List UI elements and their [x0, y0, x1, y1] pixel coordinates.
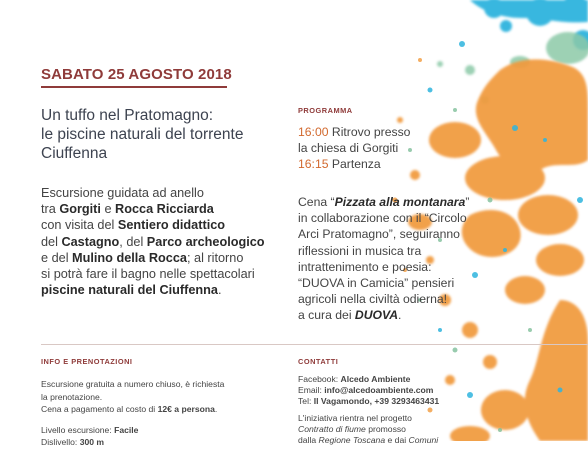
- event-description: [41, 185, 301, 298]
- info-section: [41, 378, 291, 449]
- programma-label: PROGRAMMA: [298, 106, 353, 115]
- schedule-item: 16:00 Ritrovo presso: [298, 125, 411, 139]
- info-line: Dislivello: 300 m: [41, 437, 105, 447]
- programma-schedule: [298, 124, 488, 173]
- event-title-line: Un tuffo nel Pratomagno:: [41, 107, 214, 124]
- cena-description: [298, 194, 488, 324]
- section-divider: [41, 344, 588, 345]
- description-line: e del Mulino della Rocca; al ritorno: [41, 250, 244, 265]
- schedule-item: 16:15 Partenza: [298, 157, 381, 172]
- description-line: con visita del Sentiero didattico: [41, 218, 226, 233]
- project-note-line: dalla Regione Toscana e dai Comuni: [298, 435, 439, 446]
- info-line: Escursione gratuita a numero chiuso, è richiesta: [41, 379, 225, 389]
- contatti-label: CONTATTI: [298, 357, 339, 366]
- facebook-line[interactable]: Facebook: Alcedo Ambiente: [298, 374, 411, 384]
- event-date: SABATO 25 AGOSTO 2018: [41, 66, 232, 83]
- description-line: piscine naturali del Ciuffenna.: [41, 283, 222, 298]
- event-title-line: Ciuffenna: [41, 145, 108, 162]
- cena-line: a cura dei DUOVA.: [298, 308, 402, 323]
- description-line: del Castagno, del Parco archeologico: [41, 234, 265, 249]
- cena-line: in collaborazione con il “Circolo: [298, 211, 467, 226]
- description-line: si potrà fare il bagno nelle spettacolari: [41, 267, 255, 282]
- info-line: Cena a pagamento al costo di 12€ a persona.: [41, 404, 218, 414]
- event-title: [41, 106, 291, 163]
- event-title-line: le piscine naturali del torrente: [41, 126, 244, 143]
- project-note-line: L'iniziativa rientra nel progetto: [298, 412, 412, 423]
- schedule-item-detail: la chiesa di Gorgiti: [298, 141, 399, 156]
- cena-line: Cena “Pizzata alla montanara”: [298, 195, 470, 209]
- cena-line: agricoli nella civiltà odierna!: [298, 292, 448, 307]
- cena-line: intrattenimento e poesia:: [298, 259, 432, 274]
- project-note-line: Contratto di fiume promosso: [298, 423, 406, 434]
- date-underline: [41, 86, 227, 88]
- description-line: tra Gorgiti e Rocca Ricciarda: [41, 202, 214, 217]
- tel-line[interactable]: Tel: Il Vagamondo, +39 3293463431: [298, 396, 440, 407]
- info-line: Livello escursione: Facile: [41, 424, 139, 435]
- info-label: INFO E PRENOTAZIONI: [41, 357, 133, 366]
- info-line: la prenotazione.: [41, 391, 103, 402]
- cena-line: Arci Pratomagno”, seguiranno: [298, 227, 460, 242]
- description-line: Escursione guidata ad anello: [41, 186, 204, 200]
- cena-line: riflessioni in musica tra: [298, 243, 422, 258]
- contatti-section: [298, 374, 488, 446]
- email-line[interactable]: Email: info@alcedoambiente.com: [298, 385, 434, 396]
- cena-line: “DUOVA in Camicia” pensieri: [298, 276, 455, 291]
